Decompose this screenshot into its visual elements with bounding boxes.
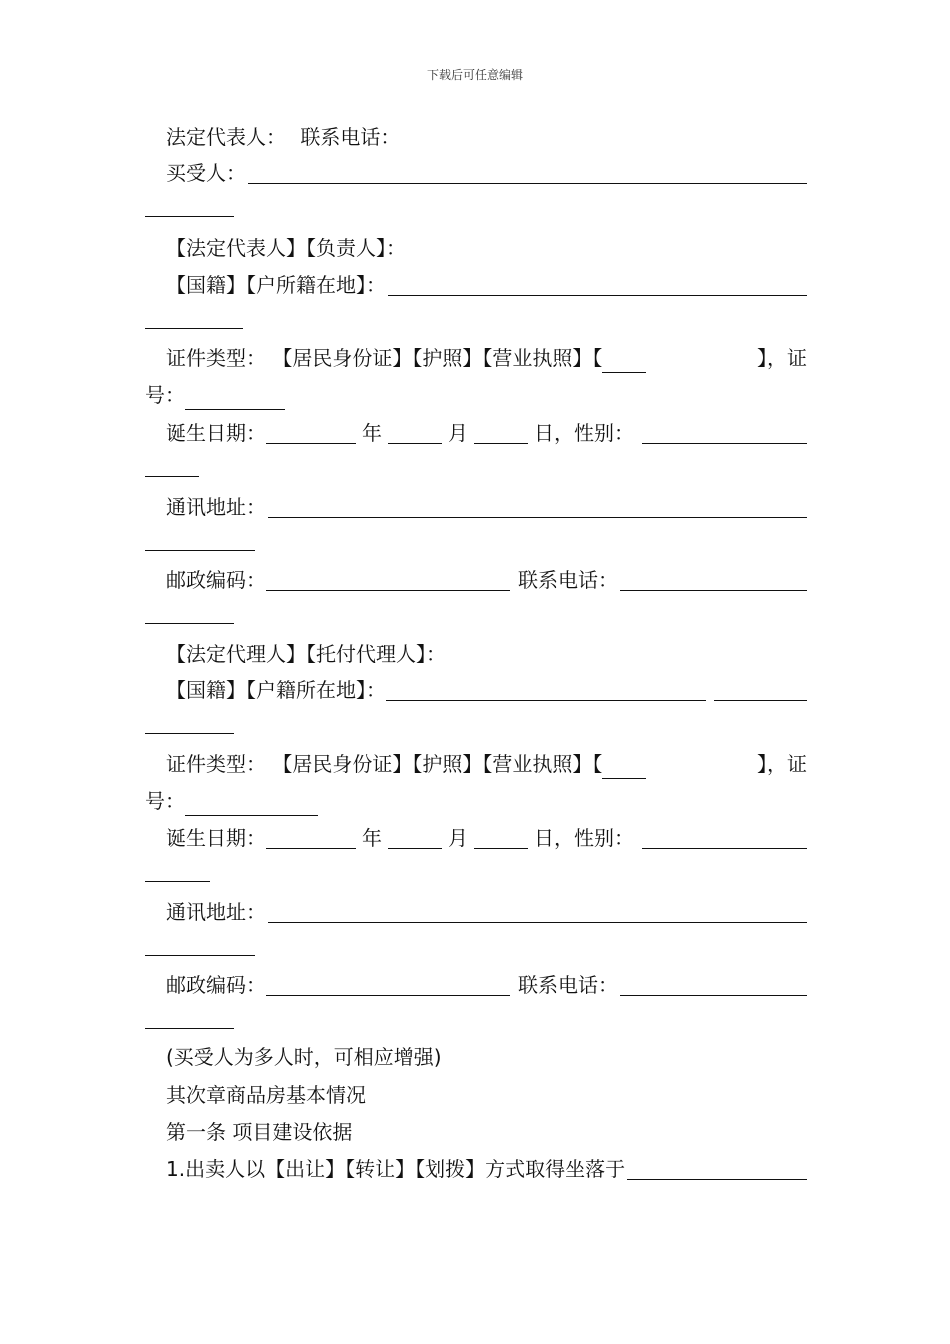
id-no-blank[interactable] <box>185 794 318 816</box>
id-no-label: 号： <box>145 789 185 813</box>
id-no-label: 号： <box>145 383 185 407</box>
agent-id-type <box>166 749 757 779</box>
agent-nationality-label: 【国籍】【户籍所在地】： <box>166 678 386 702</box>
buyer-rep-label: 【法定代表人】【负责人】： <box>166 236 406 260</box>
id-other-blank[interactable] <box>602 757 646 779</box>
gender-blank-cont[interactable] <box>145 476 199 477</box>
buyer-birth-line <box>145 418 807 448</box>
month-label: 月 <box>448 421 468 445</box>
buyer-nationality-blank-cont[interactable] <box>145 328 243 329</box>
buyer-nationality-label: 【国籍】【户所籍在地】： <box>166 273 386 297</box>
month-label: 月 <box>448 826 468 850</box>
postcode-blank[interactable] <box>266 569 510 591</box>
phone-blank-cont[interactable] <box>145 623 234 624</box>
buyer-id-type <box>166 343 757 373</box>
page-header: 下载后可任意编辑 <box>426 68 523 82</box>
buyer-postcode-line <box>145 565 807 595</box>
birth-label: 诞生日期： <box>166 826 266 850</box>
id-options: 【居民身份证】【护照】【营业执照】【 <box>272 346 603 370</box>
phone-blank-cont[interactable] <box>145 1028 234 1029</box>
id-close: 】，证 <box>757 346 807 370</box>
birth-day-blank[interactable] <box>474 827 528 849</box>
address-blank-cont[interactable] <box>145 955 255 956</box>
birth-day-blank[interactable] <box>474 422 528 444</box>
agent-nationality-blank2[interactable] <box>714 679 807 701</box>
buyer-rep-line <box>145 233 807 263</box>
id-type-label: 证件类型： <box>166 752 266 776</box>
gender-blank-cont[interactable] <box>145 881 210 882</box>
postcode-blank[interactable] <box>266 974 510 996</box>
birth-year-blank[interactable] <box>266 422 356 444</box>
buyer-id-no-line <box>145 380 807 410</box>
year-label: 年 <box>362 826 382 850</box>
gender-blank[interactable] <box>642 422 807 444</box>
phone-blank[interactable] <box>620 974 807 996</box>
buyer-line <box>145 158 807 188</box>
agent-id-no-line <box>145 786 807 816</box>
address-label: 通讯地址： <box>166 495 266 519</box>
id-type-label: 证件类型： <box>166 346 266 370</box>
buyer-label: 买受人： <box>166 161 246 185</box>
clause-1-text: 1.出卖人以【出让】【转让】【划拨】方式取得坐落于 <box>166 1157 626 1181</box>
buyer-address-line <box>145 492 807 522</box>
phone-label: 联系电话： <box>300 125 401 149</box>
buyer-nationality-blank[interactable] <box>388 274 807 296</box>
article-heading: 第一条 项目建设依据 <box>166 1120 353 1144</box>
address-blank[interactable] <box>268 901 807 923</box>
id-options: 【居民身份证】【护照】【营业执照】【 <box>272 752 603 776</box>
agent-nationality-blank[interactable] <box>386 679 706 701</box>
agent-rep-line <box>145 639 807 669</box>
gender-blank[interactable] <box>642 827 807 849</box>
phone-label: 联系电话： <box>518 973 618 997</box>
address-blank-cont[interactable] <box>145 550 255 551</box>
year-label: 年 <box>362 421 382 445</box>
buyer-blank-cont[interactable] <box>145 216 234 217</box>
buyer-id-type-line <box>145 343 807 373</box>
agent-id-type-line <box>145 749 807 779</box>
address-label: 通讯地址： <box>166 900 266 924</box>
buyer-blank[interactable] <box>248 162 807 184</box>
note-line: (买受人为多人时，可相应增强) <box>166 1045 442 1069</box>
day-gender-label: 日，性别： <box>534 826 634 850</box>
seller-rep-line <box>145 122 807 152</box>
day-gender-label: 日，性别： <box>534 421 634 445</box>
chapter-heading: 其次章商品房基本情况 <box>166 1083 366 1107</box>
address-blank[interactable] <box>268 496 807 518</box>
postcode-label: 邮政编码： <box>166 568 266 592</box>
postcode-label: 邮政编码： <box>166 973 266 997</box>
birth-month-blank[interactable] <box>388 422 442 444</box>
buyer-nationality-line <box>145 270 807 300</box>
clause-1 <box>145 1154 807 1184</box>
location-blank[interactable] <box>627 1158 807 1180</box>
agent-nationality-blank-cont[interactable] <box>145 733 234 734</box>
agent-rep-label: 【法定代理人】【托付代理人】： <box>166 642 446 666</box>
phone-blank[interactable] <box>620 569 807 591</box>
id-no-blank[interactable] <box>185 388 285 410</box>
id-close: 】，证 <box>757 752 807 776</box>
birth-label: 诞生日期： <box>166 421 266 445</box>
birth-month-blank[interactable] <box>388 827 442 849</box>
phone-label: 联系电话： <box>518 568 618 592</box>
agent-birth-line <box>145 823 807 853</box>
id-other-blank[interactable] <box>602 351 646 373</box>
rep-label: 法定代表人： <box>166 125 286 149</box>
birth-year-blank[interactable] <box>266 827 356 849</box>
agent-nationality-line <box>145 675 807 705</box>
agent-postcode-line <box>145 970 807 1000</box>
agent-address-line <box>145 897 807 927</box>
